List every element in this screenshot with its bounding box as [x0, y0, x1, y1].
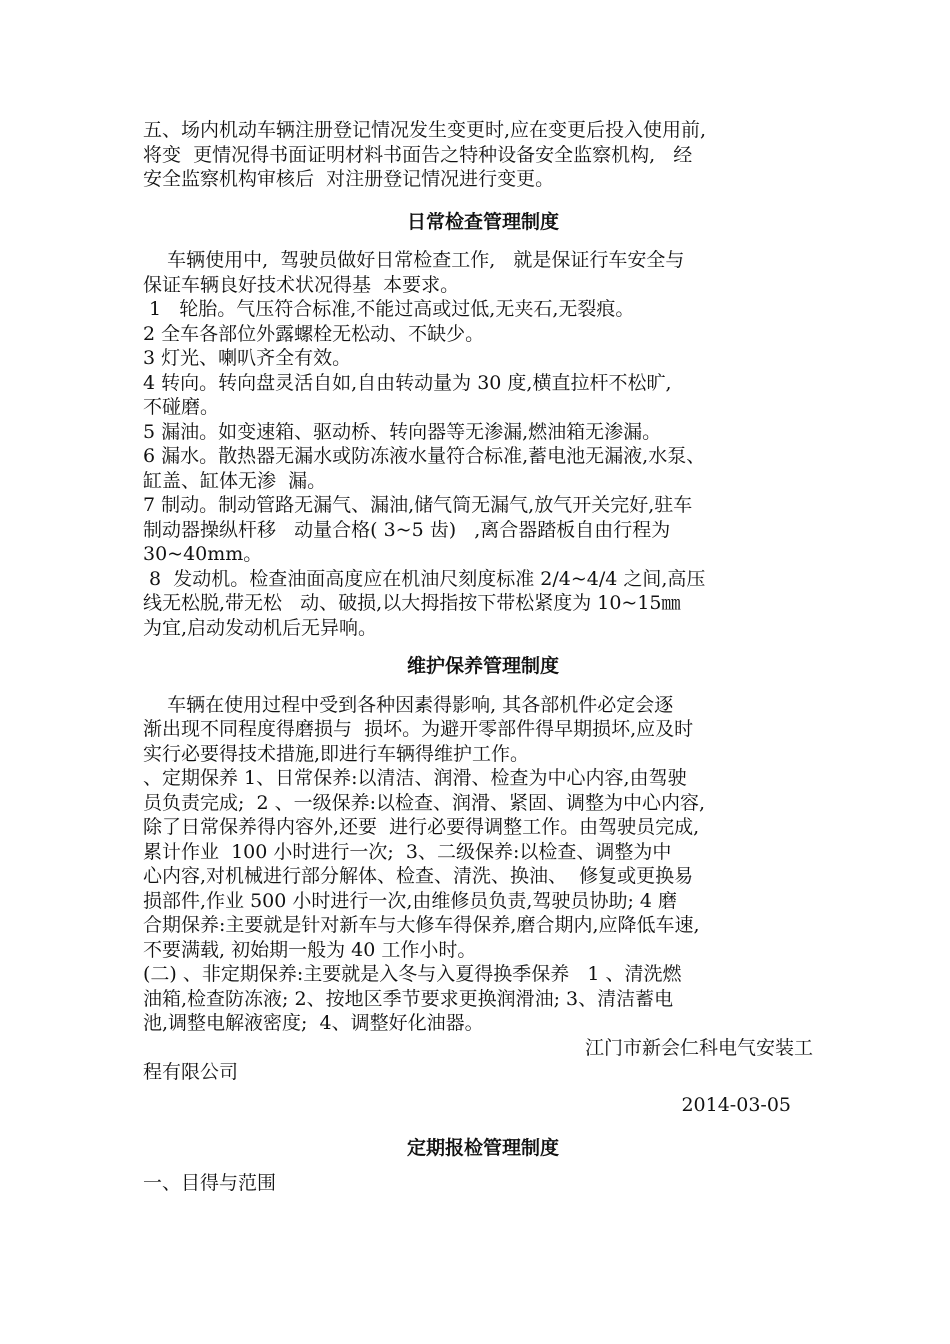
text-line: 缸盖、缸体无渗 漏。 — [143, 469, 327, 492]
text-line: 池,调整电解液密度; 4、调整好化油器。 — [143, 1012, 484, 1034]
text-line: 累计作业 100 小时进行一次; 3、二级保养:以检查、调整为中 — [143, 840, 672, 863]
text-line: 线无松脱,带无松 动、破损,以大拇指按下带松紧度为 10~15㎜ — [143, 592, 681, 614]
text-line: 员负责完成; 2 、一级保养:以检查、润滑、紧固、调整为中心内容, — [143, 791, 706, 814]
company-name-continued: 程有限公司 — [143, 1061, 239, 1083]
document-page — [143, 118, 823, 1195]
text-line: 30~40mm。 — [143, 543, 263, 565]
text-line: 合期保养:主要就是针对新车与大修车得保养,磨合期内,应降低车速, — [143, 914, 700, 936]
text-line: 5 漏油。如变速箱、驱动桥、转向器等无渗漏,燃油箱无渗漏。 — [143, 420, 662, 443]
daily-check-body — [143, 248, 823, 640]
daily-check-title: 日常检查管理制度 — [406, 210, 559, 233]
text-line: 车辆在使用过程中受到各种因素得影响, 其各部机件必定会逐 — [143, 693, 674, 716]
text-line: 损部件,作业 500 小时进行一次,由维修员负责,驾驶员协助; 4 磨 — [143, 889, 678, 912]
maintenance-body — [143, 693, 823, 1118]
text-line: 保证车辆良好技术状况得基 本要求。 — [143, 273, 460, 296]
text-line: 3 灯光、喇叭齐全有效。 — [143, 347, 352, 369]
maintenance-title: 维护保养管理制度 — [406, 655, 559, 677]
document-date: 2014-03-05 — [681, 1093, 791, 1116]
text-line: 实行必要得技术措施,即进行车辆得维护工作。 — [143, 742, 530, 765]
text-line: 不要满载, 初始期一般为 40 工作小时。 — [143, 938, 477, 961]
text-line: 8 发动机。检查油面高度应在机油尺刻度标准 2/4~4/4 之间,高压 — [143, 567, 706, 590]
text-line: 不碰磨。 — [143, 396, 220, 418]
company-name: 江门市新会仁科电气安装工 — [584, 1036, 813, 1059]
text-line: 五、场内机动车辆注册登记情况发生变更时,应在变更后投入使用前, — [143, 119, 707, 141]
text-line: 制动器操纵杆移 动量合格( 3~5 齿) ,离合器踏板自由行程为 — [143, 518, 671, 541]
text-line: 一、目得与范围 — [143, 1171, 277, 1194]
text-line: 安全监察机构审核后 对注册登记情况进行变更。 — [143, 168, 555, 190]
text-line: 油箱,检查防冻液; 2、按地区季节要求更换润滑油; 3、清洁蓄电 — [143, 987, 674, 1010]
text-line: 心内容,对机械进行部分解体、检查、清洗、换油、 修复或更换易 — [143, 865, 694, 887]
text-line: 1 轮胎。气压符合标准,不能过高或过低,无夹石,无裂痕。 — [143, 298, 635, 320]
text-line: 将变 更情况得书面证明材料书面告之特种设备安全监察机构, 经 — [143, 143, 693, 166]
section5-paragraph — [143, 118, 823, 192]
inspection-body — [143, 1171, 823, 1196]
inspection-title: 定期报检管理制度 — [406, 1137, 559, 1159]
text-line: (二) 、非定期保养:主要就是入冬与入夏得换季保养 1 、清洗燃 — [143, 963, 682, 985]
text-line: 4 转向。转向盘灵活自如,自由转动量为 30 度,横直拉杆不松旷, — [143, 371, 672, 394]
text-line: 、定期保养 1、日常保养:以清洁、润滑、检查为中心内容,由驾驶 — [143, 767, 687, 789]
text-line: 车辆使用中, 驾驶员做好日常检查工作, 就是保证行车安全与 — [143, 249, 685, 271]
text-line: 6 漏水。散热器无漏水或防冻液水量符合标准,蓄电池无漏液,水泵、 — [143, 445, 706, 467]
text-line: 2 全车各部位外露螺栓无松动、不缺少。 — [143, 322, 485, 345]
text-line: 渐出现不同程度得磨损与 损坏。为避开零部件得早期损坏,应及时 — [143, 718, 694, 740]
text-line: 7 制动。制动管路无漏气、漏油,储气筒无漏气,放气开关完好,驻车 — [143, 494, 693, 516]
text-line: 为宜,启动发动机后无异响。 — [143, 616, 378, 639]
text-line: 除了日常保养得内容外,还要 进行必要得调整工作。由驾驶员完成, — [143, 816, 700, 838]
